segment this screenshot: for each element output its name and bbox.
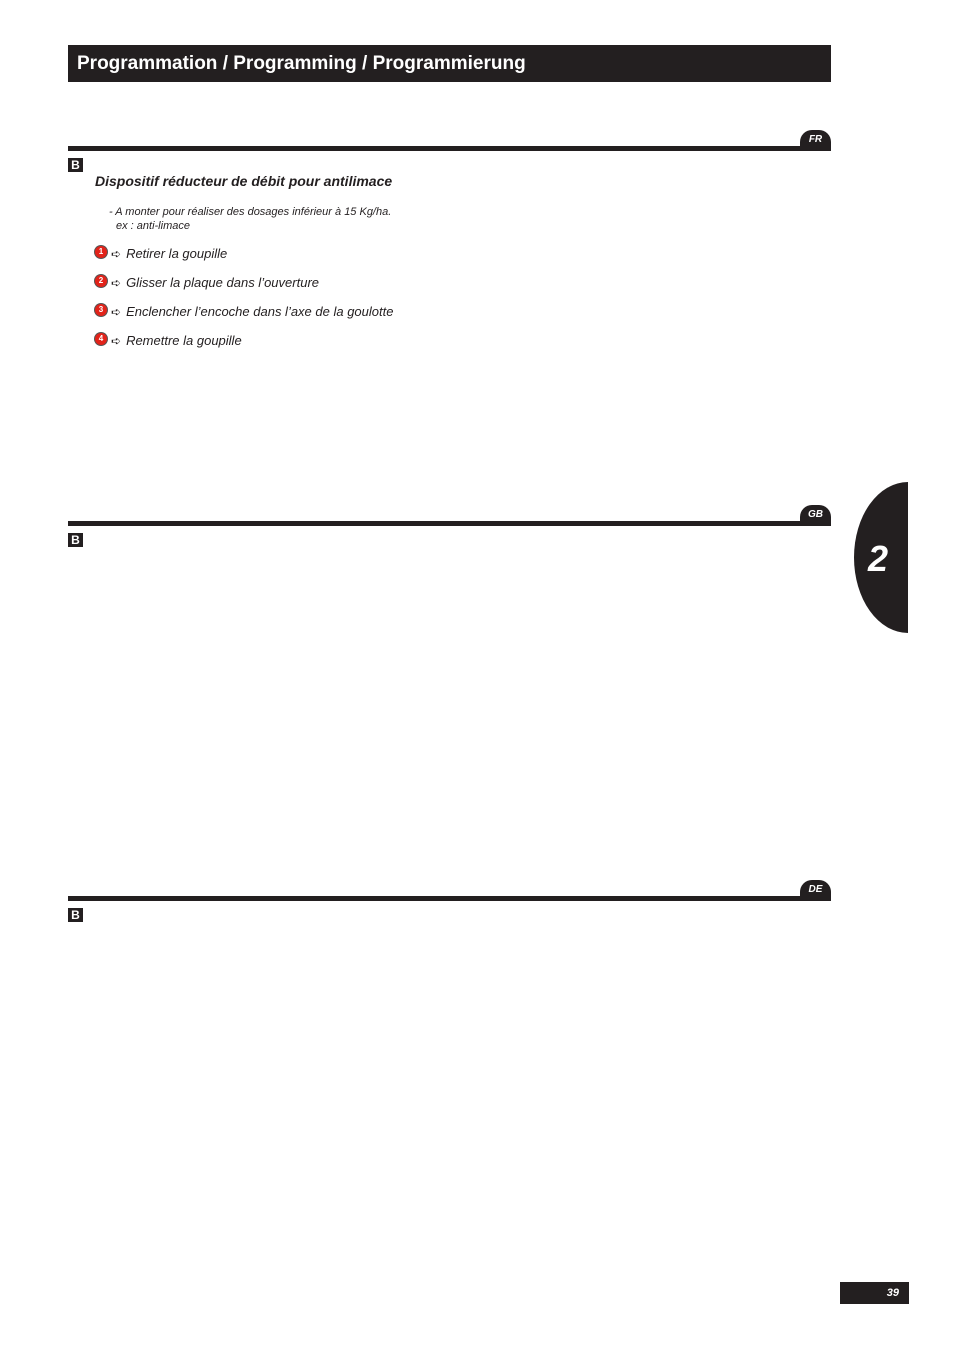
section-marker: B: [68, 908, 83, 922]
section-divider: [68, 521, 831, 526]
lang-tab-fr: FR: [800, 130, 831, 147]
step-number-badge: 1: [95, 246, 107, 258]
arrow-icon: ➪: [111, 275, 122, 290]
section-divider: [68, 146, 831, 151]
section-divider: [68, 896, 831, 901]
page-number: 39: [840, 1282, 909, 1304]
arrow-icon: ➪: [111, 304, 122, 319]
page-header: Programmation / Programming / Programmierung: [68, 45, 831, 82]
section-title: Dispositif réducteur de débit pour antilimace: [95, 173, 393, 189]
note-line: - A monter pour réaliser des dosages inférieur à 15 Kg/ha.: [109, 206, 392, 218]
chapter-number: 2: [868, 538, 889, 579]
step-number-badge: 4: [95, 333, 107, 345]
section-marker: B: [68, 533, 83, 547]
step: [95, 333, 242, 348]
step: [95, 275, 319, 290]
step-text: Remettre la goupille: [126, 333, 242, 348]
lang-tab-gb: GB: [800, 505, 831, 522]
step-number-badge: 2: [95, 275, 107, 287]
note: [109, 205, 391, 233]
step-text: Glisser la plaque dans l’ouverture: [126, 275, 319, 290]
step: [95, 246, 227, 261]
note-line: ex : anti-limace: [116, 220, 190, 232]
lang-tab-de: DE: [800, 880, 831, 897]
step-text: Retirer la goupille: [126, 246, 228, 261]
arrow-icon: ➪: [111, 246, 122, 261]
step-number-badge: 3: [95, 304, 107, 316]
step-text: Enclencher l’encoche dans l’axe de la goulotte: [126, 304, 394, 319]
arrow-icon: ➪: [111, 333, 122, 348]
section-marker: B: [68, 158, 83, 172]
step: [95, 304, 393, 319]
